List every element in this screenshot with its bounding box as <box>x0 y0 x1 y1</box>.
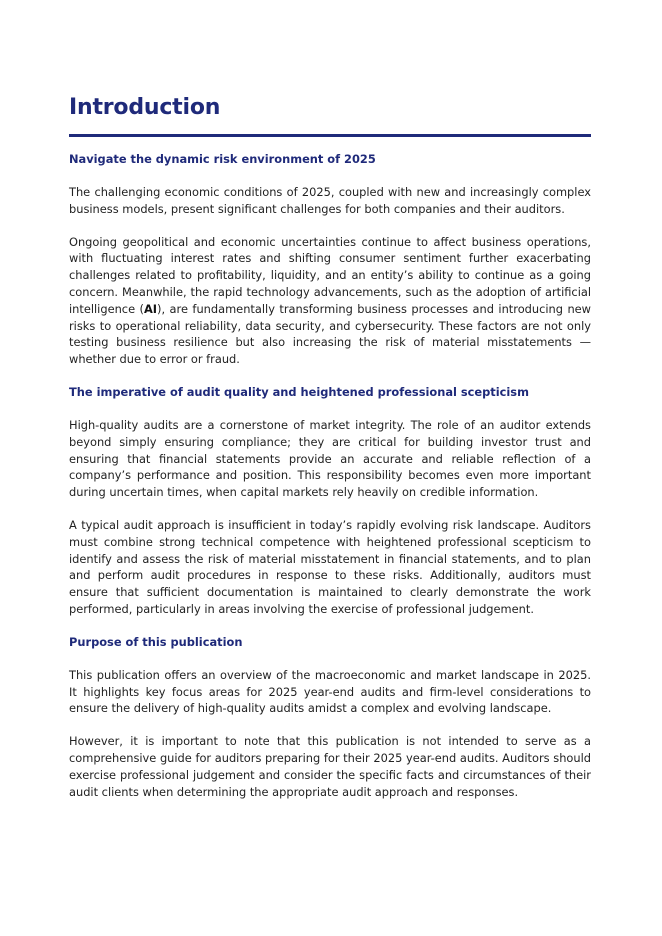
paragraph <box>69 234 591 368</box>
paragraph-text: Ongoing geopolitical and economic uncertainties continue to affect business operations, with fluctuating interest rates and shifting consumer sentiment further exacerbating challenges related to profitability, liquidity, and an entity’s ability to continue as a going concern. Meanwhile, the rapid technology advancements, such as the adoption of artificial intelligence ( <box>69 234 591 316</box>
paragraph: This publication offers an overview of the macroeconomic and market landscape in 2025. It highlights key focus areas for 2025 year-end audits and firm-level considerations to ensure the delivery of high-quality audits amidst a complex and evolving landscape. <box>69 667 591 716</box>
section-heading-audit-quality: The imperative of audit quality and heightened professional scepticism <box>69 384 529 399</box>
paragraph-text: ), are fundamentally transforming business processes and introducing new risks to operational reliability, data security, and cybersecurity. These factors are not only testing business resilience but also increasing the risk of material misstatements — whether due to error or fraud. <box>69 301 591 367</box>
ai-abbreviation: AI <box>143 301 158 316</box>
document-page <box>69 93 591 816</box>
paragraph: A typical audit approach is insufficient in today’s rapidly evolving risk landscape. Auditors must combine strong technical competence with heightened professional scepticism to identify and assess the risk of material misstatement in financial statements, and to plan and perform audit procedures in response to these risks. Additionally, auditors must ensure that sufficient documentation is maintained to clearly demonstrate the work performed, particularly in areas involving the exercise of professional judgement. <box>69 517 591 616</box>
title-divider <box>69 134 591 137</box>
section-heading-risk-environment: Navigate the dynamic risk environment of 2025 <box>69 152 376 166</box>
paragraph: However, it is important to note that this publication is not intended to serve as a comprehensive guide for auditors preparing for their 2025 year-end audits. Auditors should exercise professional judgement and consider the specific facts and circumstances of their audit clients when determining the appropriate audit approach and responses. <box>69 734 591 799</box>
page-title: Introduction <box>69 95 221 120</box>
section-heading-purpose: Purpose of this publication <box>69 634 243 649</box>
paragraph: The challenging economic conditions of 2025, coupled with new and increasingly complex business models, present significant challenges for both companies and their auditors. <box>69 185 591 216</box>
paragraph: High-quality audits are a cornerstone of market integrity. The role of an auditor extends beyond simply ensuring compliance; they are critical for building investor trust and ensuring that financial statements provide an accurate and reliable reflection of a company’s performance and position. This responsibility becomes even more important during uncertain times, when capital markets rely heavily on credible information. <box>69 417 591 500</box>
